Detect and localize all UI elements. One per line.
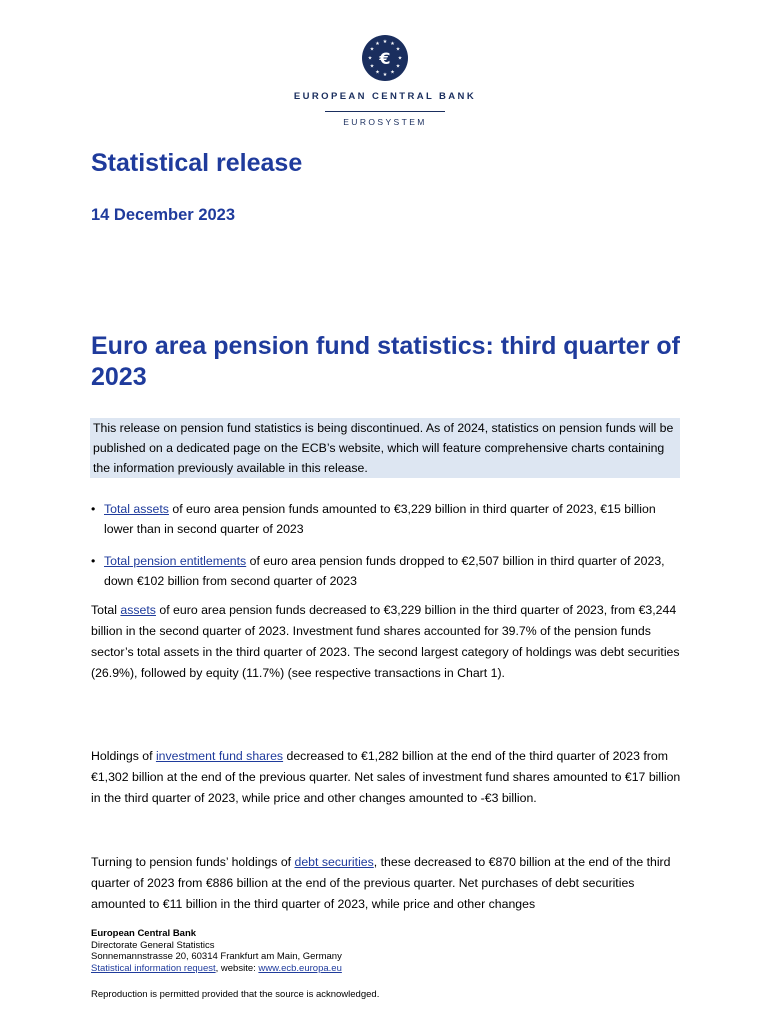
footer-website-prefix: , website: bbox=[215, 962, 259, 974]
release-date: 14 December 2023 bbox=[91, 206, 236, 224]
list-item bbox=[91, 551, 675, 591]
svg-text:★: ★ bbox=[397, 55, 403, 62]
reproduction-notice: Reproduction is permitted provided that the source is acknowledged. bbox=[91, 989, 380, 1000]
svg-text:★: ★ bbox=[367, 55, 373, 62]
svg-text:★: ★ bbox=[382, 39, 388, 45]
footer-address: Sonnemannstrasse 20, 60314 Frankfurt am Main, Germany bbox=[91, 951, 342, 962]
svg-text:★: ★ bbox=[369, 46, 375, 53]
assets-paragraph bbox=[91, 600, 681, 684]
paragraph-text: Holdings of bbox=[91, 749, 156, 763]
release-headline: Euro area pension fund statistics: third quarter of 2023 bbox=[91, 332, 680, 391]
svg-text:★: ★ bbox=[395, 63, 401, 70]
assets-link[interactable]: assets bbox=[120, 603, 156, 617]
svg-text:★: ★ bbox=[390, 69, 395, 76]
ecb-website-link[interactable]: www.ecb.europa.eu bbox=[258, 962, 342, 974]
key-points-list bbox=[91, 499, 675, 603]
ecb-header bbox=[0, 34, 770, 127]
page-footer bbox=[91, 928, 379, 1001]
svg-text:★: ★ bbox=[395, 46, 401, 53]
bullet-text: of euro area pension funds dropped to €2,507 billion in third quarter of 2023, down €102 billion from second quarter of 2023 bbox=[104, 554, 665, 588]
footer-bank-name: European Central Bank bbox=[91, 928, 197, 939]
paragraph-text: Total bbox=[91, 603, 121, 617]
footer-department: Directorate General Statistics bbox=[91, 939, 215, 951]
svg-text:★: ★ bbox=[369, 63, 375, 70]
release-title: Statistical release bbox=[91, 149, 303, 177]
svg-text:€: € bbox=[379, 49, 391, 68]
investment-fund-shares-link[interactable]: investment fund shares bbox=[155, 749, 284, 763]
discontinuation-notice: This release on pension fund statistics is being discontinued. As of 2024, statistics on pension funds will be published on a dedicated page on the ECB’s website, which will feature comprehensive charts containing the information previously available in this release. bbox=[90, 418, 680, 478]
paragraph-text: decreased to €1,282 billion at the end of the third quarter of 2023 from €1,302 billion at the end of the previous quarter. Net sales of investment fund shares amounted to €17 billion in the third quarter of 2023, while price and other changes amounted to -€3 billion. bbox=[91, 749, 681, 805]
paragraph-text: , these decreased to €870 billion at the end of the third quarter of 2023 from €886 billion at the end of the previous quarter. Net purchases of debt securities amounted to €11 billion in the third quarter of 2023, while price and other changes bbox=[91, 855, 671, 911]
bank-name: EUROPEAN CENTRAL BANK bbox=[293, 91, 477, 102]
bullet-icon: • bbox=[91, 554, 96, 568]
total-assets-link[interactable]: Total assets bbox=[104, 502, 169, 516]
svg-text:★: ★ bbox=[375, 41, 380, 47]
ecb-euro-stars-logo-icon bbox=[361, 34, 409, 82]
debt-securities-link[interactable]: debt securities bbox=[294, 855, 374, 869]
footer-links bbox=[91, 963, 379, 975]
list-item bbox=[91, 499, 675, 539]
investment-fund-shares-paragraph bbox=[91, 746, 681, 809]
bullet-icon: • bbox=[91, 502, 96, 516]
total-pension-entitlements-link[interactable]: Total pension entitlements bbox=[104, 554, 247, 568]
statistical-information-request-link[interactable]: Statistical information request bbox=[91, 962, 216, 974]
debt-securities-paragraph bbox=[91, 852, 681, 915]
svg-text:★: ★ bbox=[390, 41, 395, 47]
eurosystem-label: EUROSYSTEM bbox=[343, 117, 427, 127]
bullet-text: of euro area pension funds amounted to €3,229 billion in third quarter of 2023, €15 billion lower than in second quarter of 2023 bbox=[104, 502, 656, 536]
svg-text:★: ★ bbox=[375, 69, 380, 76]
paragraph-text: of euro area pension funds decreased to €3,229 billion in the third quarter of 2023, from €3,244 billion in the second quarter of 2023. Investment fund shares accounted for 39.7% of the pension funds sector’s total assets in the third quarter of 2023. The second largest category of holdings was debt securities (26.9%), followed by equity (11.7%) (see respective transactions in Chart 1). bbox=[91, 603, 680, 680]
svg-text:★: ★ bbox=[382, 72, 388, 78]
paragraph-text: Turning to pension funds’ holdings of bbox=[91, 855, 295, 869]
header-divider bbox=[325, 111, 445, 112]
